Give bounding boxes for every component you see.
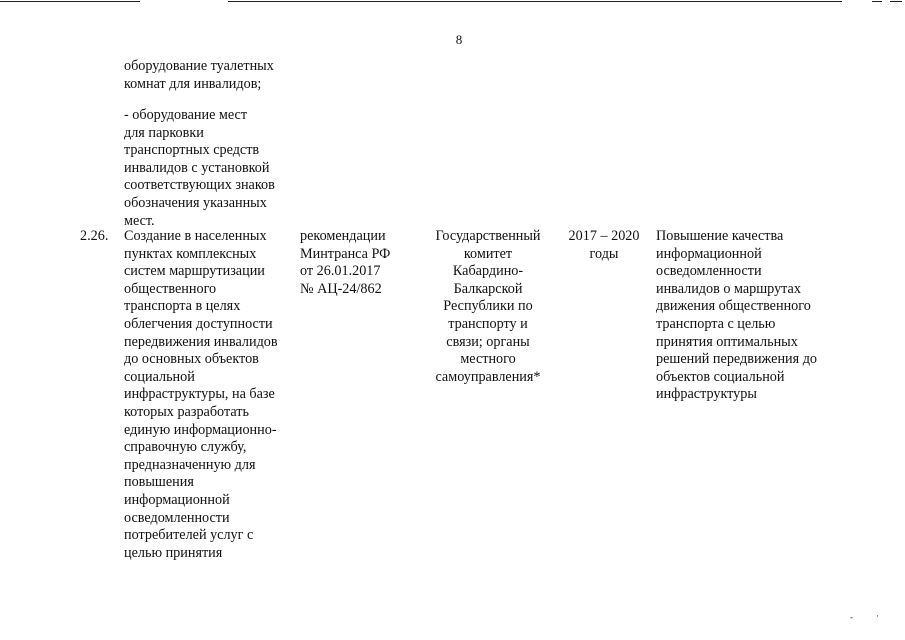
top-rule-tick	[872, 1, 882, 2]
row-number: 2.26.	[80, 228, 109, 244]
scan-mark: ·	[876, 611, 879, 621]
top-rule-left	[0, 1, 140, 2]
page-number: 8	[455, 32, 463, 47]
measure-cell: Создание в населенных пунктах комплексных систем маршрутизации общественного транспорта в целях облегчения доступности передвижения инвалидов до основных объектов социальной инфраструктуры, на базе которых разработать единую информационно- справочную службу, предназначенную для повышения информационной осведомленности потребителей услуг с целью принятия	[124, 228, 278, 561]
top-rule-tick	[890, 1, 902, 2]
executor-cell: Государственный комитет Кабардино- Балкарской Республики по транспорту и связи; органы местного самоуправления*	[435, 228, 541, 385]
expected-result-cell: Повышение качества информационной осведомленности инвалидов о маршрутах движения общественного транспорта с целью принятия оптимальных решений передвижения до объектов социальной инфраструктуры	[656, 228, 818, 403]
legal-basis-cell: рекомендации Минтранса РФ от 26.01.2017 № АЦ-24/862	[300, 228, 391, 297]
continuation-text-toilets: оборудование туалетных комнат для инвалидов;	[124, 58, 274, 92]
continuation-text-parking: - оборудование мест для парковки транспортных средств инвалидов с установкой соответствующих знаков обозначения указанных мест.	[124, 107, 275, 229]
period-cell: 2017 – 2020 годы	[568, 228, 640, 262]
top-rule-center	[228, 1, 842, 2]
scan-mark: -	[850, 612, 853, 622]
